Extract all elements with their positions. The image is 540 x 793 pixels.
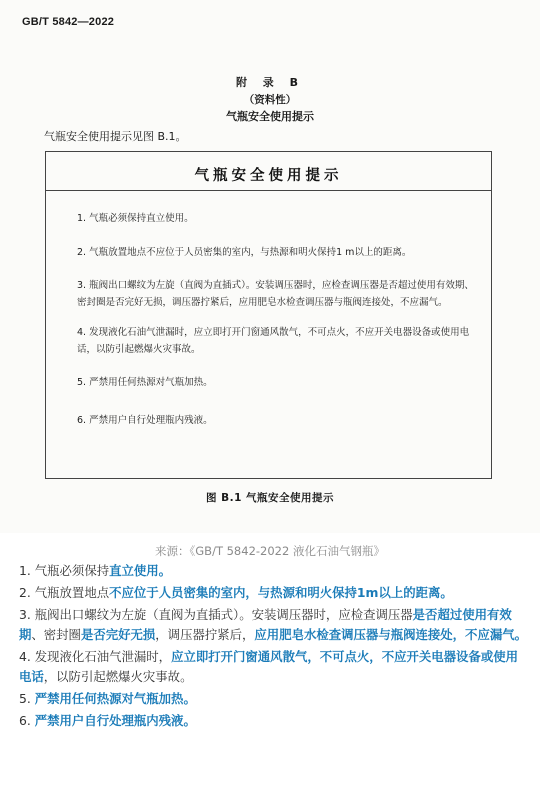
notice-item: 4. 发现液化石油气泄漏时，应立即打开门窗通风散气，不可点火，不应开关电器设备或使用电话，以防引起燃爆火灾事故。 bbox=[77, 327, 470, 355]
appendix-type: （资料性） bbox=[243, 94, 297, 106]
highlighted-text: 严禁用任何热源对气瓶加热。 bbox=[34, 691, 196, 706]
tip-item bbox=[19, 583, 529, 603]
plain-text: ，调压器拧紧后， bbox=[155, 627, 255, 642]
safety-tips-list bbox=[19, 561, 529, 733]
appendix-title: 附 录 B bbox=[235, 76, 305, 89]
highlighted-text: 是否超过使用有效期 bbox=[19, 607, 512, 642]
safety-notice-box bbox=[45, 151, 492, 479]
highlighted-text: 不应位于人员密集的室内，与热源和明火保持1m以上的距离。 bbox=[109, 585, 453, 600]
highlighted-text: 是否完好无损 bbox=[80, 627, 156, 642]
plain-text: 4. 发现液化石油气泄漏时， bbox=[19, 649, 172, 664]
tip-item bbox=[19, 689, 529, 709]
highlighted-text: 应立即打开门窗通风散气，不可点火，不应开关电器设备或使用电话 bbox=[19, 649, 518, 684]
tip-item bbox=[19, 605, 529, 645]
plain-text: 5. bbox=[19, 691, 35, 706]
tip-item bbox=[19, 647, 529, 687]
source-citation: 来源：《GB/T 5842-2022 液化石油气钢瓶》 bbox=[155, 544, 385, 558]
plain-text: 6. bbox=[19, 713, 35, 728]
plain-text: 3. 瓶阀出口螺纹为左旋（直阀为直插式）。安装调压器时，应检查调压器 bbox=[19, 607, 413, 622]
standard-number: GB/T 5842—2022 bbox=[22, 16, 115, 28]
plain-text: ，以防引起燃爆火灾事故。 bbox=[43, 669, 193, 684]
plain-text: 2. 气瓶放置地点 bbox=[19, 585, 110, 600]
tip-item bbox=[19, 711, 529, 731]
figure-caption: 图 B.1 气瓶安全使用提示 bbox=[205, 492, 335, 504]
appendix-heading: 气瓶安全使用提示 bbox=[226, 110, 314, 123]
highlighted-text: 应用肥皂水检查调压器与瓶阀连接处，不应漏气。 bbox=[254, 627, 528, 642]
notice-item: 2. 气瓶放置地点不应位于人员密集的室内，与热源和明火保持1 m以上的距离。 bbox=[77, 247, 412, 258]
notice-item: 6. 严禁用户自行处理瓶内残液。 bbox=[77, 415, 213, 426]
intro-text: 气瓶安全使用提示见图 B.1。 bbox=[44, 130, 187, 143]
notice-item: 1. 气瓶必须保持直立使用。 bbox=[77, 213, 194, 224]
plain-text: 、密封圈 bbox=[31, 627, 81, 642]
notice-title: 气瓶安全使用提示 bbox=[194, 168, 343, 184]
notice-item: 3. 瓶阀出口螺纹为左旋（直阀为直插式）。安装调压器时，应检查调压器是否超过使用有效期、密封圈是否完好无损，调压器拧紧后，应用肥皂水检查调压器与瓶阀连接处，不应漏气。 bbox=[77, 280, 474, 308]
tip-item bbox=[19, 561, 529, 581]
highlighted-text: 严禁用户自行处理瓶内残液。 bbox=[34, 713, 196, 728]
notice-title-divider bbox=[46, 190, 491, 191]
highlighted-text: 直立使用。 bbox=[109, 563, 172, 578]
plain-text: 1. 气瓶必须保持 bbox=[19, 563, 110, 578]
notice-item: 5. 严禁用任何热源对气瓶加热。 bbox=[77, 377, 213, 388]
